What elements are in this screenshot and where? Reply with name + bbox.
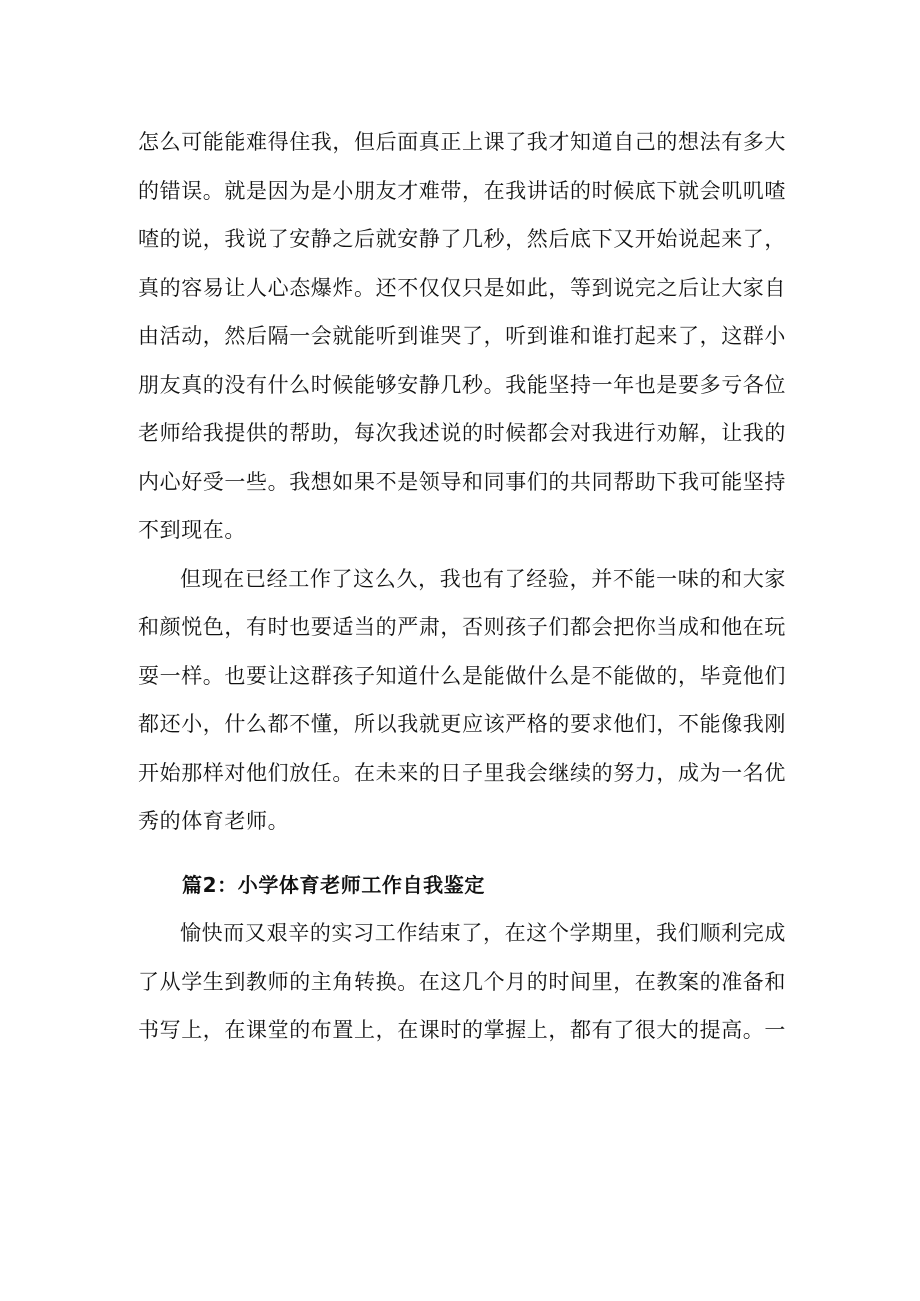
section-heading: 篇2：小学体育老师工作自我鉴定	[182, 872, 485, 897]
paragraph: 愉快而又艰辛的实习工作结束了，在这个学期里，我们顺利完成了从学生到教师的主角转换。在这几个月的时间里，在教案的准备和书写上，在课堂的布置上，在课时的掌握上，都有了很大的提高。一	[138, 921, 786, 1042]
paragraph: 但现在已经工作了这么久，我也有了经验，并不能一味的和大家和颜悦色，有时也要适当的严肃，否则孩子们都会把你当成和他在玩耍一样。也要让这群孩子知道什么是能做什么是不能做的，毕竟他们都还小，什么都不懂，所以我就更应该严格的要求他们，不能像我刚开始那样对他们放任。在未来的日子里我会继续的努力，成为一名优秀的体育老师。	[138, 566, 786, 833]
document-body	[138, 118, 786, 1055]
paragraph: 怎么可能能难得住我，但后面真正上课了我才知道自己的想法有多大的错误。就是因为是小朋友才难带，在我讲话的时候底下就会叽叽喳喳的说，我说了安静之后就安静了几秒，然后底下又开始说起来了，真的容易让人心态爆炸。还不仅仅只是如此，等到说完之后让大家自由活动，然后隔一会就能听到谁哭了，听到谁和谁打起来了，这群小朋友真的没有什么时候能够安静几秒。我能坚持一年也是要多亏各位老师给我提供的帮助，每次我述说的时候都会对我进行劝解，让我的内心好受一些。我想如果不是领导和同事们的共同帮助下我可能坚持不到现在。	[138, 130, 786, 542]
